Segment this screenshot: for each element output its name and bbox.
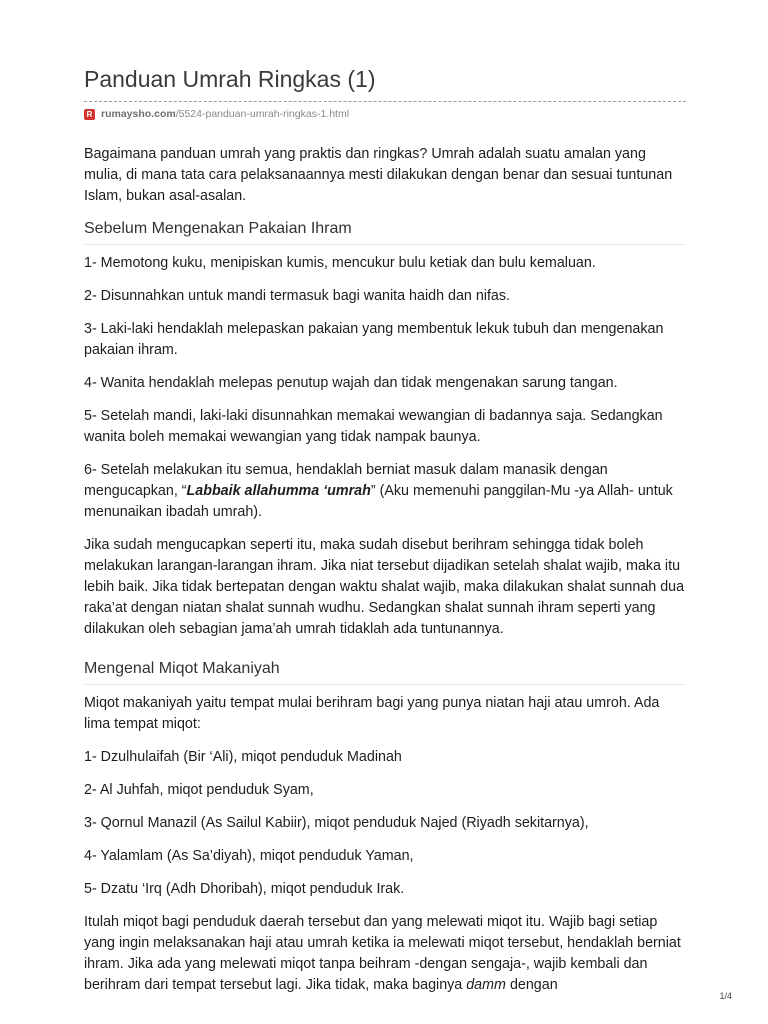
list-item: 1- Memotong kuku, menipiskan kumis, mencukur bulu ketiak dan bulu kemaluan. — [84, 255, 596, 271]
list-item: 2- Al Juhfah, miqot penduduk Syam, — [84, 782, 314, 798]
paragraph-text: Itulah miqot bagi penduduk daerah tersebut dan yang melewati miqot itu. Wajib bagi setiap yang ingin melaksanakan haji atau umrah ketika ia melewati miqot tersebut, hendaklah berniat ihram. Jika ada yang melewati miqot tanpa beihram -dengan sengaja-, wajib kembali dan berihram dari tempat tersebut lagi. Jika tidak, maka baginya — [84, 914, 681, 993]
intro-paragraph: Bagaimana panduan umrah yang praktis dan ringkas? Umrah adalah suatu amalan yang mulia, di mana tata cara pelaksanaannya mesti dilakukan dengan benar dan sesuai tuntunan Islam, bukan asal-asalan. — [84, 146, 673, 204]
section-closing-paragraph — [84, 912, 686, 996]
list-item: 5- Setelah mandi, laki-laki disunnahkan memakai wewangian di badannya saja. Sedangkan wanita boleh memakai wewangian yang tidak nampak baunya. — [84, 408, 663, 445]
section-closing-paragraph: Jika sudah mengucapkan seperti itu, maka sudah disebut berihram sehingga tidak boleh melakukan larangan-larangan ihram. Jika niat tersebut dijadikan setelah shalat wajib, maka itu lebih baik. Jika tidak bertepatan dengan waktu shalat wajib, maka dilakukan shalat sunnah dua raka’at dengan niatan shalat sunnah wudhu. Sedangkan shalat sunnah ihram seperti yang dilakukan oleh sebagian jama’ah umrah tidaklah ada tuntunannya. — [84, 537, 685, 637]
list-item-niat — [84, 460, 686, 523]
list-item-text: 6- Setelah melakukan itu semua, hendaklah berniat masuk dalam manasik dengan mengucapkan, “ — [84, 462, 608, 499]
page-number: 1/4 — [719, 991, 732, 1001]
section-intro-paragraph: Miqot makaniyah yaitu tempat mulai berihram bagi yang punya niatan haji atau umroh. Ada lima tempat miqot: — [84, 695, 660, 732]
list-item: 4- Wanita hendaklah melepas penutup wajah dan tidak mengenakan sarung tangan. — [84, 375, 618, 391]
title-divider — [84, 101, 686, 102]
list-item-text: ” (Aku memenuhi panggilan-Mu -ya Allah- untuk menunaikan ibadah umrah). — [84, 483, 673, 520]
article-body — [84, 144, 686, 1008]
source-link[interactable] — [84, 108, 349, 120]
page-title: Panduan Umrah Ringkas (1) — [84, 66, 376, 92]
list-item: 5- Dzatu ‘Irq (Adh Dhoribah), miqot penduduk Irak. — [84, 881, 405, 897]
list-item: 1- Dzulhulaifah (Bir ‘Ali), miqot penduduk Madinah — [84, 749, 402, 765]
list-item: 3- Laki-laki hendaklah melepaskan pakaian yang membentuk lekuk tubuh dan mengenakan pakaian ihram. — [84, 321, 664, 358]
site-favicon-icon: R — [84, 109, 95, 120]
source-domain[interactable]: rumaysho.com — [101, 108, 176, 120]
talbiyah-phrase: Labbaik allahumma ‘umrah — [186, 483, 371, 499]
list-item: 3- Qornul Manazil (As Sailul Kabiir), miqot penduduk Najed (Riyadh sekitarnya), — [84, 815, 589, 831]
section-heading-ihram: Sebelum Mengenakan Pakaian Ihram — [84, 219, 686, 245]
source-path[interactable]: /5524-panduan-umrah-ringkas-1.html — [175, 108, 350, 120]
section-heading-miqot: Mengenal Miqot Makaniyah — [84, 659, 686, 685]
list-item: 4- Yalamlam (As Sa’diyah), miqot penduduk Yaman, — [84, 848, 414, 864]
list-item: 2- Disunnahkan untuk mandi termasuk bagi wanita haidh dan nifas. — [84, 288, 510, 304]
paragraph-text: dengan — [505, 977, 558, 993]
damm-term: damm — [466, 977, 506, 993]
